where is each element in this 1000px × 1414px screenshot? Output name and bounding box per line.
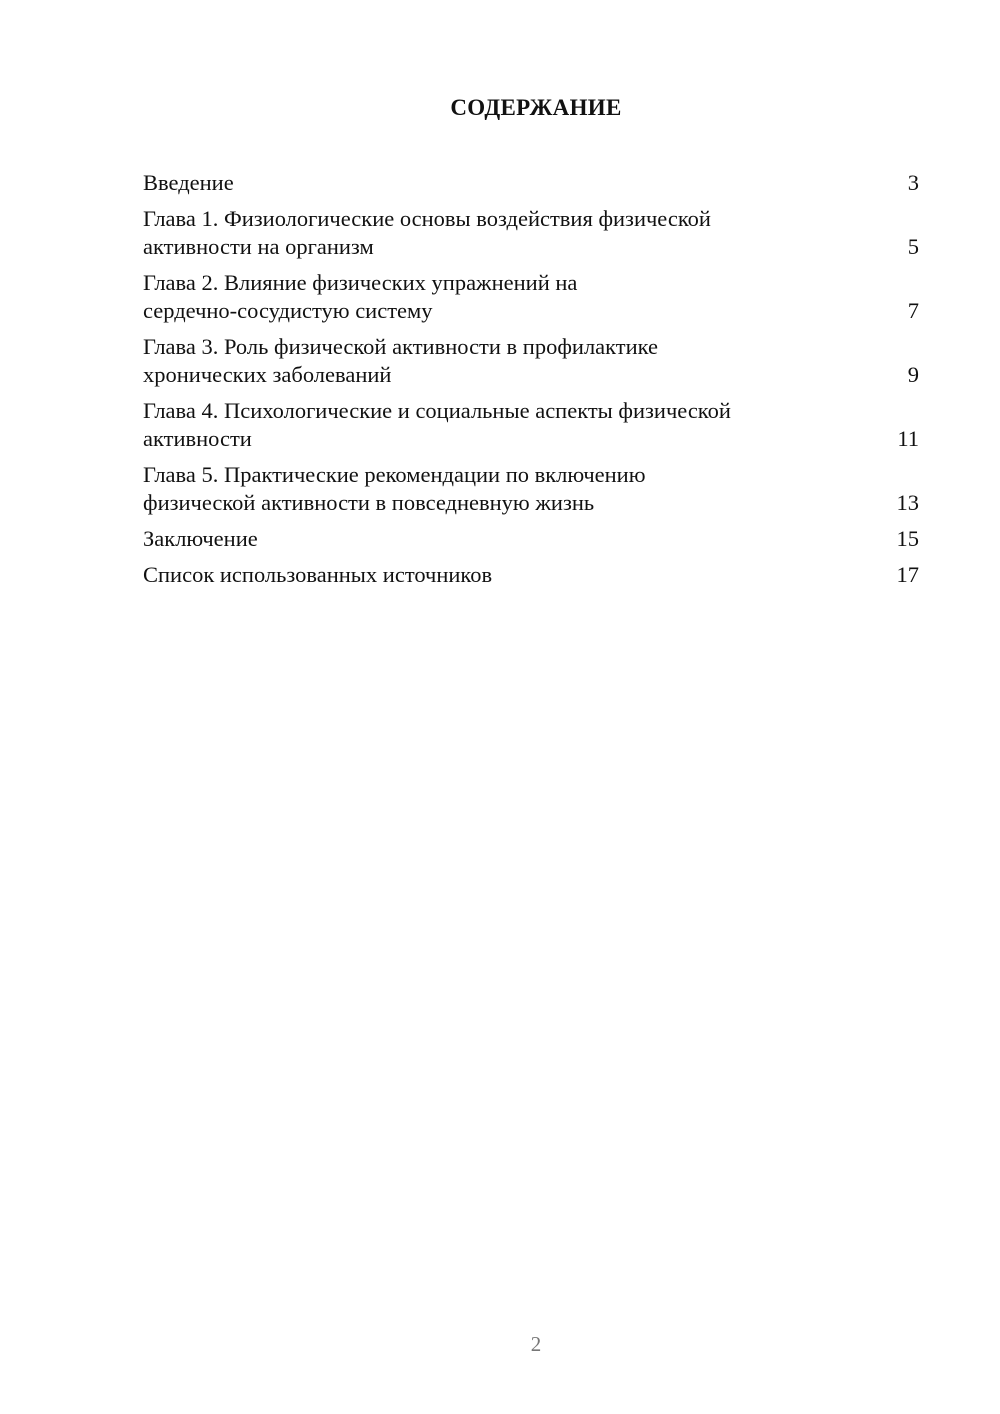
toc-entry-title: Заключение <box>143 526 258 551</box>
toc-entry-chapter-3 <box>143 333 919 389</box>
toc-entry-chapter-1 <box>143 205 919 261</box>
toc-entry-page: 5 <box>907 234 919 259</box>
toc-entry-page: 3 <box>907 170 919 195</box>
toc-entry-references <box>143 561 919 589</box>
toc-entry-introduction <box>143 169 919 197</box>
toc-entry-chapter-5 <box>143 461 919 517</box>
toc-entry-title: Глава 3. Роль физической активности в профилактике хронических заболеваний <box>143 334 659 387</box>
toc-entry-conclusion <box>143 525 919 553</box>
toc-entry-page: 7 <box>907 298 919 323</box>
toc-entry-chapter-4 <box>143 397 919 453</box>
toc-entry-page: 11 <box>897 426 919 451</box>
page-number: 2 <box>530 1332 542 1356</box>
toc-entry-page: 17 <box>896 562 919 587</box>
toc-entry-title: Глава 5. Практические рекомендации по включению физической активности в повседневную жизнь <box>143 462 646 515</box>
toc-entry-title: Глава 4. Психологические и социальные аспекты физической активности <box>143 398 731 451</box>
page-title: СОДЕРЖАНИЕ <box>450 95 622 120</box>
toc-entry-title: Глава 2. Влияние физических упражнений на сердечно-сосудистую систему <box>143 270 578 323</box>
toc-entry-title: Глава 1. Физиологические основы воздействия физической активности на организм <box>143 206 711 259</box>
toc-entry-page: 15 <box>896 526 919 551</box>
toc-entry-title: Введение <box>143 170 234 195</box>
toc-entry-page: 13 <box>896 490 919 515</box>
toc-entry-page: 9 <box>907 362 919 387</box>
toc-entry-title: Список использованных источников <box>143 562 493 587</box>
toc-entry-chapter-2 <box>143 269 919 325</box>
table-of-contents <box>143 169 919 597</box>
